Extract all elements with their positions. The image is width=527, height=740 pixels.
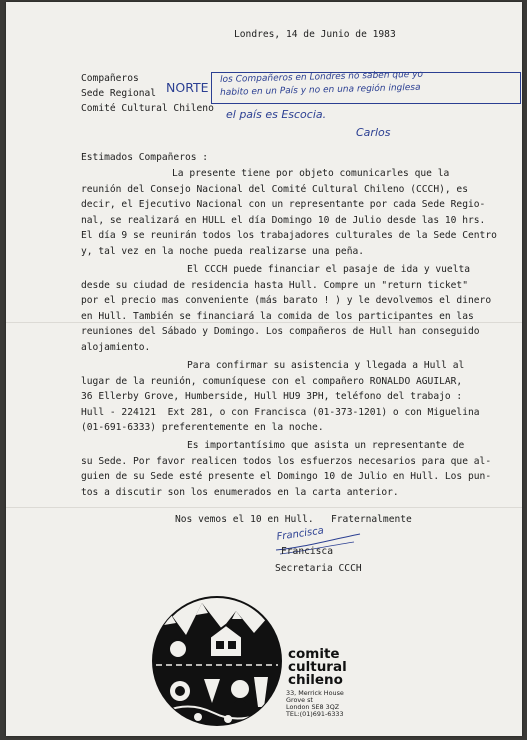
body-line: guien de su Sede esté presente el Domingo 10 de Julio en Hull. Los pun- <box>81 471 492 482</box>
body-line: (01-691-6333) preferentemente en la noche. <box>81 422 324 433</box>
letterhead-address: TEL:(01)691-6333 <box>286 710 344 718</box>
body-line: Para confirmar su asistencia y llegada a Hull al <box>187 360 465 371</box>
body-line: alojamiento. <box>81 342 151 353</box>
body-line: nal, se realizará en HULL el día Domingo 10 de Julio desde las 10 hrs. <box>81 215 486 226</box>
body-line: tos a discutir son los enumerados en la carta anterior. <box>81 487 399 498</box>
handwritten-initials: Carlos <box>356 126 391 139</box>
greeting: Estimados Compañeros : <box>81 152 209 163</box>
letterhead-name: chileno <box>288 672 343 688</box>
body-line: y, tal vez en la noche pueda realizarse una peña. <box>81 246 365 257</box>
body-line: lugar de la reunión, comuníquese con el compañero RONALDO AGUILAR, <box>81 376 463 387</box>
fold-line <box>6 507 522 508</box>
recipient-line: Sede Regional <box>81 88 157 99</box>
body-line: El día 9 se reunirán todos los trabajadores culturales de la Sede Centro <box>81 230 497 241</box>
body-line: decir, el Ejecutivo Nacional con un representante por cada Sede Regio- <box>81 199 486 210</box>
signer-name: Francisca <box>281 546 333 557</box>
handwritten-note-line: habito en un País y no en una región inglesa <box>220 82 421 98</box>
body-line: Hull - 224121 Ext 281, o con Francisca (01-373-1201) o con Miguelina <box>81 407 480 418</box>
recipient-line: Comité Cultural Chileno <box>81 103 214 114</box>
body-line: su Sede. Por favor realicen todos los esfuerzos necesarios para que al- <box>81 456 492 467</box>
handwritten-note-line: los Compañeros en Londres no saben que yo <box>220 69 424 85</box>
body-line: reunión del Consejo Nacional del Comité Cultural Chileno (CCCH), es <box>81 184 468 195</box>
signer-title: Secretaria CCCH <box>275 563 362 574</box>
handwritten-region: NORTE <box>166 80 209 95</box>
closing: Nos vemos el 10 en Hull. Fraternalmente <box>175 514 412 525</box>
letterhead-name: cultural <box>288 659 347 675</box>
comite-cultural-logo-icon <box>150 595 284 727</box>
letterhead-address: London SE8 3QZ <box>286 703 340 711</box>
body-line: El CCCH puede financiar el pasaje de ida y vuelta <box>187 264 471 275</box>
recipient-line: Compañeros <box>81 73 139 84</box>
body-line: La presente tiene por objeto comunicarles que la <box>172 168 450 179</box>
body-line: reuniones del Sábado y Domingo. Los compañeros de Hull han conseguido <box>81 326 480 337</box>
body-line: desde su ciudad de residencia hasta Hull. Compre un "return ticket" <box>81 280 468 291</box>
body-line: por el precio mas conveniente (más barato ! ) y le devolvemos el dinero <box>81 295 492 306</box>
letterhead-address: 33, Merrick House <box>286 689 344 697</box>
body-line: Es importantísimo que asista un representante de <box>187 440 465 451</box>
body-line: en Hull. También se financiará la comida de los participantes en las <box>81 311 474 322</box>
letterhead-address: Grove st <box>286 696 313 704</box>
letter-date: Londres, 14 de Junio de 1983 <box>234 29 396 40</box>
handwritten-signature: Francisca <box>276 525 325 543</box>
handwritten-note-line: el país es Escocia. <box>226 108 327 121</box>
letterhead-name: comite <box>288 646 340 662</box>
body-line: 36 Ellerby Grove, Humberside, Hull HU9 3PH, teléfono del trabajo : <box>81 391 463 402</box>
